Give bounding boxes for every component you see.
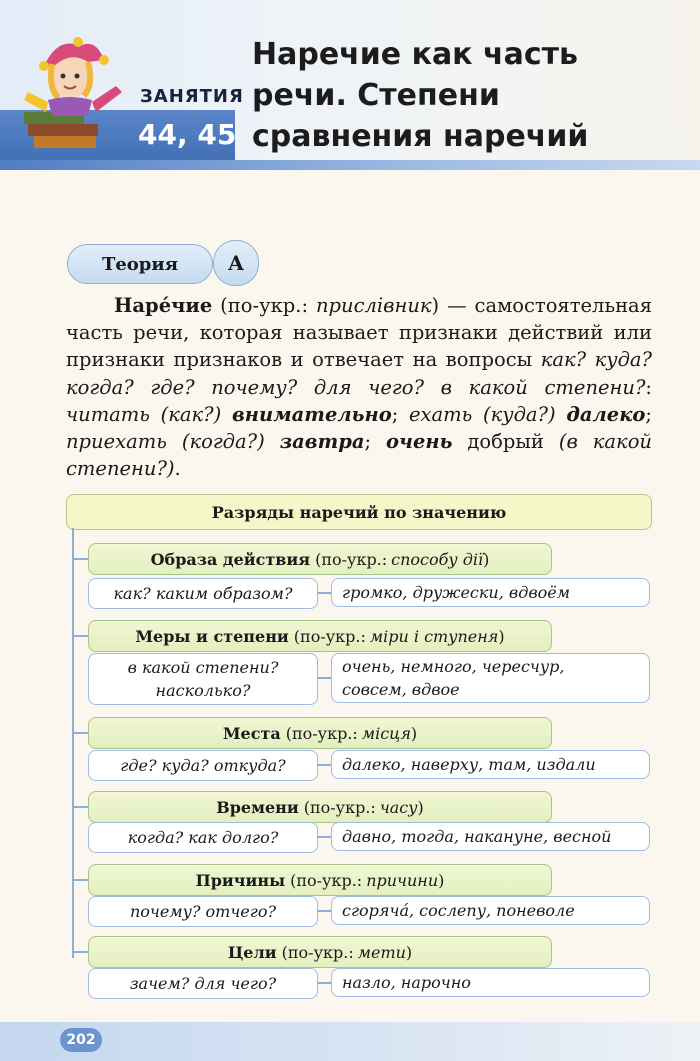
term: Наре́чие xyxy=(114,294,213,317)
page-number: 202 xyxy=(60,1028,102,1052)
paren: ) xyxy=(438,870,445,890)
paren: ) xyxy=(498,626,505,646)
text: . xyxy=(174,457,181,481)
text: ; xyxy=(645,402,652,426)
example-question: (когда?) xyxy=(166,430,280,454)
page-title xyxy=(252,34,682,157)
example-question: (куда?) xyxy=(472,402,567,426)
paren: ) xyxy=(405,942,413,962)
ukr-prefix: (по-укр.: xyxy=(281,942,354,962)
question-line: насколько? xyxy=(155,681,251,700)
examples-box: громко, дружески, вдвоём xyxy=(331,578,650,607)
connector xyxy=(317,982,331,984)
category-name: Причины xyxy=(195,870,286,890)
ukr-prefix: (по-укр.: xyxy=(293,626,366,646)
text: ; xyxy=(391,402,410,426)
category-name: Места xyxy=(222,723,281,743)
text: ; xyxy=(364,430,387,454)
paren: ) xyxy=(410,723,418,743)
header-stripe xyxy=(0,160,700,170)
connector xyxy=(317,764,331,766)
ukr-name: причини xyxy=(366,870,439,890)
question-box: где? куда? откуда? xyxy=(88,750,318,781)
example-verb: приехать xyxy=(66,430,167,454)
text: (по-укр.: xyxy=(212,294,316,317)
examples-box: далеко, наверху, там, издали xyxy=(331,750,650,779)
example-line: совсем, вдвое xyxy=(342,680,460,699)
paren: ) xyxy=(417,797,424,817)
title-line: Наречие как часть xyxy=(252,37,578,72)
question-box xyxy=(88,653,318,705)
category-name: Времени xyxy=(216,797,299,817)
ukr-prefix: (по-укр.: xyxy=(285,723,358,743)
example-question: (как?) xyxy=(149,402,232,426)
category-purpose xyxy=(88,936,552,968)
connector xyxy=(317,592,331,594)
example-adverb: завтра xyxy=(279,430,365,454)
ukr-name: місця xyxy=(361,723,411,743)
title-line: сравнения наречий xyxy=(252,119,589,154)
examples-box: назло, нарочно xyxy=(331,968,650,997)
ukr-prefix: (по-укр.: xyxy=(290,870,363,890)
category-name: Цели xyxy=(227,942,277,962)
category-time xyxy=(88,791,552,823)
category-name: Меры и степени xyxy=(135,626,289,646)
example-adverb: далеко xyxy=(566,402,646,426)
ukr-prefix: (по-укр.: xyxy=(303,797,376,817)
title-line: речи. Степени xyxy=(252,78,500,113)
category-cause xyxy=(88,864,552,896)
theory-label: Теория xyxy=(67,244,213,284)
category-measure xyxy=(88,620,552,652)
ukr-name: способу дії xyxy=(391,549,484,569)
question-box: зачем? для чего? xyxy=(88,968,318,999)
examples-box: давно, тогда, накануне, весной xyxy=(331,822,650,851)
level-badge: А xyxy=(213,240,259,286)
examples-box: сгоряча́, сослепу, поневоле xyxy=(331,896,650,925)
ukr-term: прислівник xyxy=(315,294,432,317)
category-place xyxy=(88,717,552,749)
ukr-name: мети xyxy=(357,942,406,962)
text: добрый xyxy=(452,430,559,454)
question-box: когда? как долго? xyxy=(88,822,318,853)
questions: как? куда? когда? где? почему? для чего? в какой степени? xyxy=(66,348,653,399)
example-line: очень, немного, чересчур, xyxy=(342,657,565,676)
example-verb: ехать xyxy=(409,402,473,426)
connector xyxy=(317,836,331,838)
jester-mascot-illustration xyxy=(18,36,128,156)
chart-heading: Разряды наречий по значению xyxy=(66,494,652,530)
example-adverb: внимательно xyxy=(231,402,392,426)
connector xyxy=(317,677,331,679)
connector xyxy=(317,910,331,912)
tree-line xyxy=(72,528,74,958)
footer-band xyxy=(0,1022,700,1061)
question-box: почему? отчего? xyxy=(88,896,318,927)
question-box: как? каким образом? xyxy=(88,578,318,609)
examples-box xyxy=(331,653,650,703)
category-name: Образа действия xyxy=(150,549,311,569)
ukr-name: міри і ступеня xyxy=(369,626,499,646)
ukr-prefix: (по-укр.: xyxy=(315,549,388,569)
lesson-numbers: 44, 45 xyxy=(138,118,237,151)
text: : xyxy=(645,375,652,399)
lesson-label: ЗАНЯТИЯ xyxy=(140,86,244,107)
paren: ) xyxy=(483,549,490,569)
definition-paragraph xyxy=(66,292,652,482)
text: ) — самостоятельная часть речи, которая называет признаки действий или признаки признаков и отвечает на вопросы xyxy=(66,294,652,372)
example-question: (в какой степени?) xyxy=(66,430,652,481)
example-adverb: очень xyxy=(386,430,453,454)
ukr-name: часу xyxy=(379,797,418,817)
example-verb: читать xyxy=(66,402,150,426)
category-manner xyxy=(88,543,552,575)
question-line: в какой степени? xyxy=(127,658,279,677)
